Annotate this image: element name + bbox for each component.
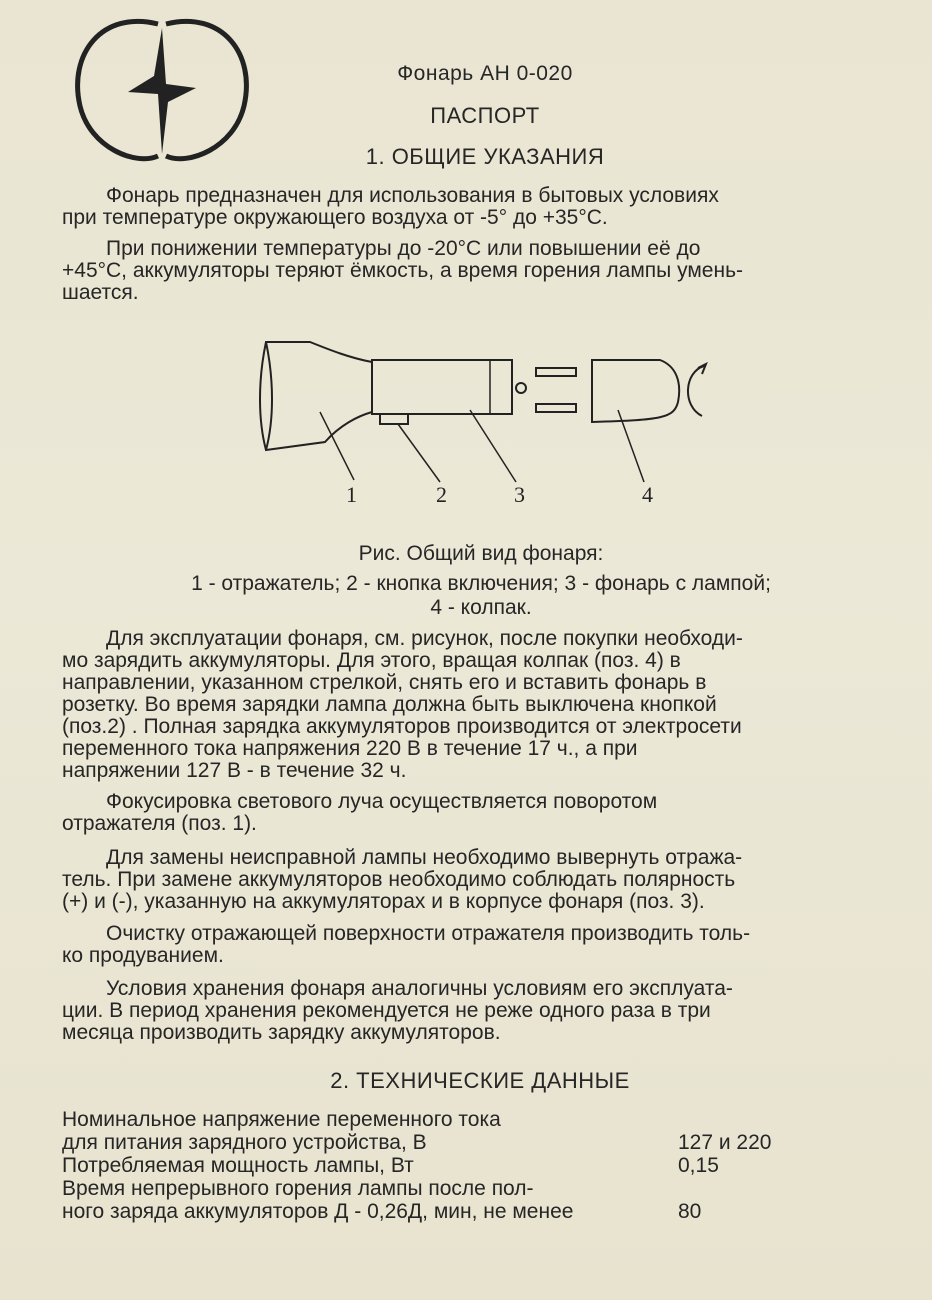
text-line: шается. xyxy=(62,281,139,304)
technical-data-table xyxy=(62,1108,902,1223)
text-line: тель. При замене аккумуляторов необходимо соблюдать полярность xyxy=(62,868,736,891)
paragraph-cleaning xyxy=(62,923,900,967)
text-line: розетку. Во время зарядки лампа должна быть выключена кнопкой xyxy=(62,693,717,716)
text-line: (поз.2) . Полная зарядка аккумуляторов производится от электросети xyxy=(62,715,742,738)
figure-caption-line: 1 - отражатель; 2 - кнопка включения; 3 - фонарь с лампой; xyxy=(191,572,771,595)
text-line: месяца производить зарядку аккумуляторов. xyxy=(62,1021,501,1044)
spec-row-power xyxy=(62,1154,902,1177)
text-line: Условия хранения фонаря аналогичны условиям его эксплуата- xyxy=(106,977,733,1000)
text-line: (+) и (-), указанную на аккумуляторах и в корпусе фонаря (поз. 3). xyxy=(62,890,705,913)
figure-caption-line: 4 - колпак. xyxy=(430,596,532,619)
text-line: При понижении температуры до -20°С или повышении её до xyxy=(106,237,701,260)
text-line: ко продуванием. xyxy=(62,944,224,967)
spec-label: Номинальное напряжение переменного тока xyxy=(62,1108,501,1131)
flashlight-diagram xyxy=(230,320,730,520)
paragraph-purpose xyxy=(62,185,900,229)
text-line: Для замены неисправной лампы необходимо вывернуть отража- xyxy=(106,846,743,869)
text-line: переменного тока напряжения 220 В в течение 17 ч., а при xyxy=(62,737,638,760)
manufacturer-logo-icon xyxy=(62,14,262,169)
spec-row-voltage xyxy=(62,1108,902,1154)
text-line: +45°С, аккумуляторы теряют ёмкость, а время горения лампы умень- xyxy=(62,259,744,282)
spec-row-burn-time xyxy=(62,1177,902,1223)
text-line: при температуре окружающего воздуха от -5° до +35°С. xyxy=(62,206,608,229)
spec-value-voltage: 127 и 220 xyxy=(678,1131,772,1154)
text-line: Фокусировка светового луча осуществляется поворотом xyxy=(106,790,658,813)
paragraph-focusing xyxy=(62,791,900,835)
part-label-4: 4 xyxy=(642,482,653,507)
paragraph-storage xyxy=(62,978,900,1044)
text-line: Фонарь предназначен для использования в бытовых условиях xyxy=(106,184,719,207)
figure-caption-title: Рис. Общий вид фонаря: xyxy=(358,542,604,565)
spec-label: ного заряда аккумуляторов Д - 0,26Д, мин, не менее xyxy=(62,1200,574,1223)
text-line: Очистку отражающей поверхности отражателя производить толь- xyxy=(106,922,751,945)
text-line: напряжении 127 В - в течение 32 ч. xyxy=(62,759,407,782)
text-line: отражателя (поз. 1). xyxy=(62,812,257,835)
section-2-title: 2. ТЕХНИЧЕСКИЕ ДАННЫЕ xyxy=(330,1068,630,1093)
paragraph-temperature xyxy=(62,238,900,304)
paragraph-charging xyxy=(62,628,900,782)
document-type-title: ПАСПОРТ xyxy=(430,103,540,128)
text-line: ции. В период хранения рекомендуется не реже одного раза в три xyxy=(62,999,711,1022)
paragraph-lamp-replacement xyxy=(62,847,900,913)
part-label-1: 1 xyxy=(346,482,357,507)
part-label-3: 3 xyxy=(514,482,525,507)
product-title: Фонарь АН 0-020 xyxy=(397,62,573,85)
section-1-title: 1. ОБЩИЕ УКАЗАНИЯ xyxy=(365,144,605,169)
text-line: мо зарядить аккумуляторы. Для этого, вращая колпак (поз. 4) в xyxy=(62,649,681,672)
text-line: направлении, указанном стрелкой, снять его и вставить фонарь в xyxy=(62,671,707,694)
spec-label: Потребляемая мощность лампы, Вт xyxy=(62,1154,414,1177)
text-line: Для эксплуатации фонаря, см. рисунок, после покупки необходи- xyxy=(106,627,743,650)
spec-value-burn-time: 80 xyxy=(678,1200,702,1223)
spec-label: для питания зарядного устройства, В xyxy=(62,1131,427,1154)
figure-caption xyxy=(62,542,900,620)
spec-label: Время непрерывного горения лампы после пол- xyxy=(62,1177,534,1200)
part-label-2: 2 xyxy=(436,482,447,507)
spec-value-power: 0,15 xyxy=(678,1154,719,1177)
